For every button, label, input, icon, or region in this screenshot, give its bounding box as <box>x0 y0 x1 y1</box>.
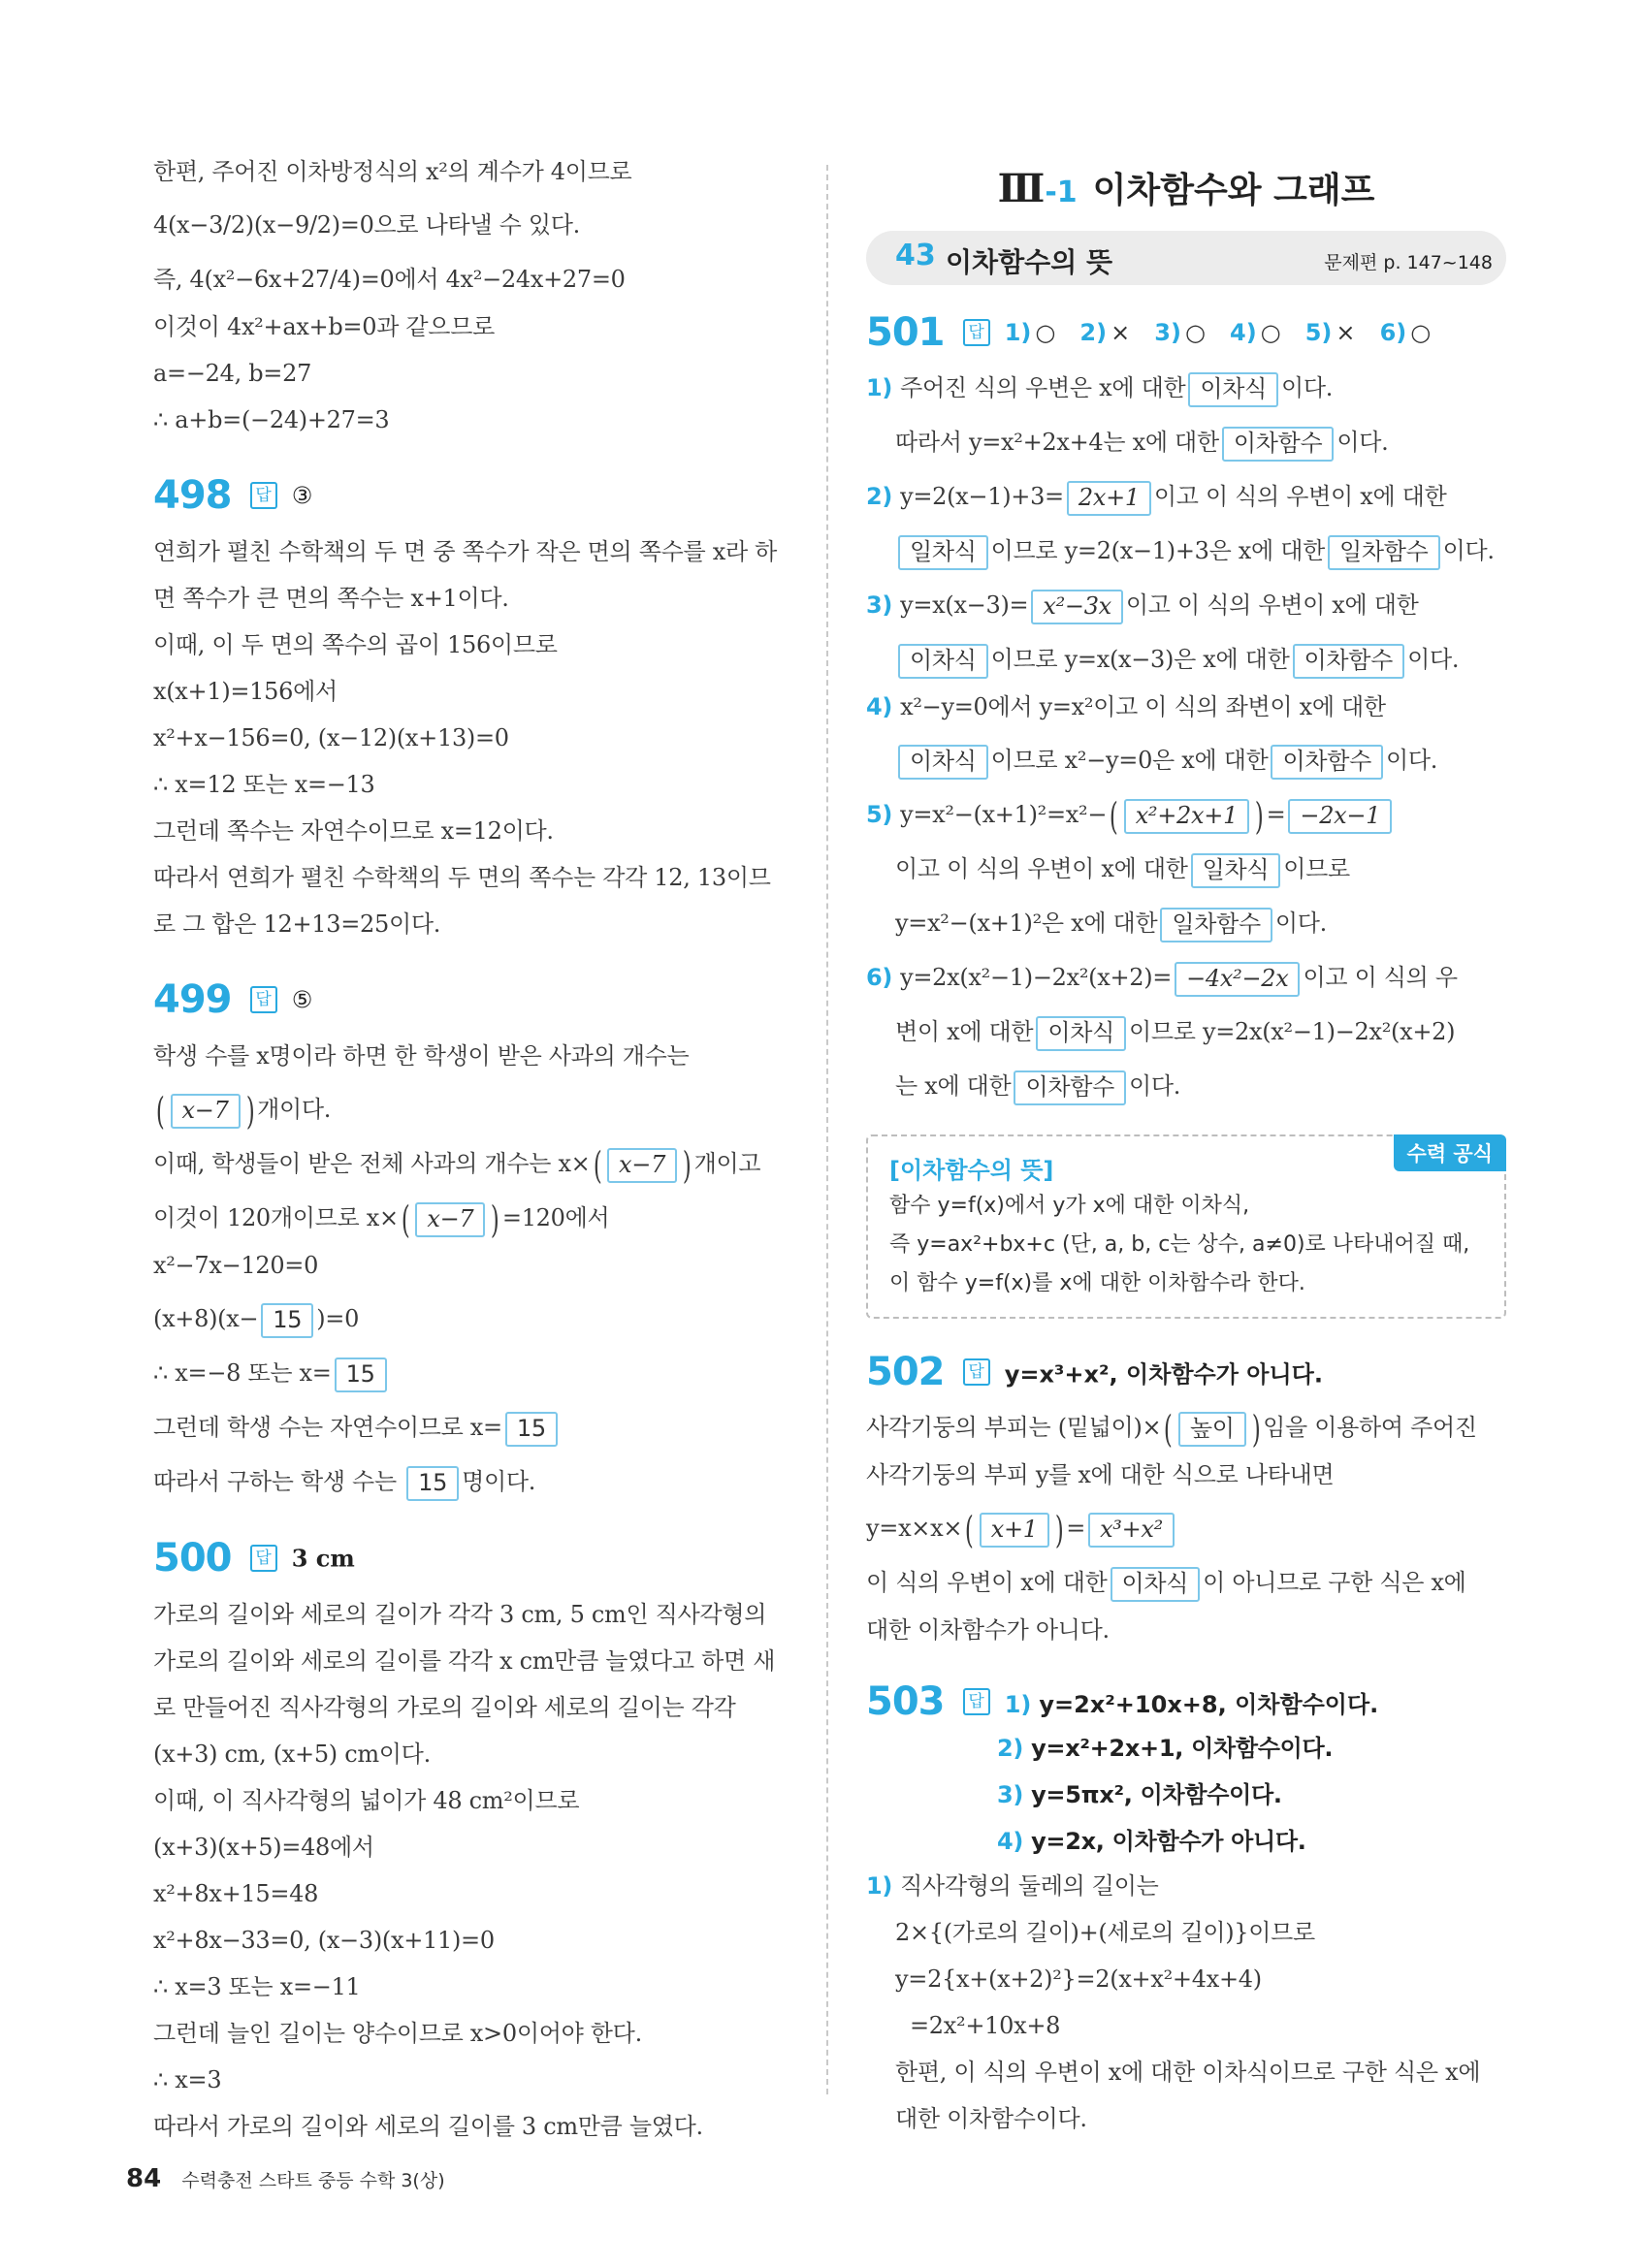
text-line: ( x−7 ) 개이다. <box>155 1089 332 1133</box>
text-line: 대한 이차함수가 아니다. <box>866 1616 1110 1644</box>
text-line: 1) 주어진 식의 우변은 x에 대한 이차식 이다. <box>866 365 1506 419</box>
answer-box: 15 <box>335 1358 387 1392</box>
book-title: 수력충전 스타트 중등 수학 3(상) <box>181 2170 445 2191</box>
answer-tag: 답 <box>963 1688 990 1715</box>
answer-text: ⑤ <box>291 986 313 1013</box>
answer-box: 이차식 <box>1188 372 1278 407</box>
answer-box: 15 <box>406 1466 459 1501</box>
text-line: 6) y=2x(x²−1)−2x²(x+2)= −4x²−2x 이고 이 식의 우 <box>866 954 1506 1008</box>
text-line: 한편, 주어진 이차방정식의 x²의 계수가 4이므로 <box>153 158 632 185</box>
answer-tag: 답 <box>250 482 277 509</box>
answer-box: 15 <box>261 1303 313 1338</box>
text-line: a=−24, b=27 <box>153 360 312 387</box>
text-line: 사각기둥의 부피 y를 x에 대한 식으로 나타내면 <box>866 1461 1335 1488</box>
answer-item: 4) ○ <box>1230 319 1281 346</box>
text-line: 즉, 4(x²−6x+27/4)=0에서 4x²−24x+27=0 <box>153 266 626 293</box>
column-divider <box>826 165 828 2094</box>
answer-box: 이차식 <box>1111 1567 1201 1602</box>
problem-500-header <box>153 1536 793 1594</box>
answer-text: y=x³+x², 이차함수가 아니다. <box>1004 1360 1323 1389</box>
problem-499-header <box>153 977 793 1036</box>
text-line: 따라서 가로의 길이와 세로의 길이를 3 cm만큼 늘였다. <box>153 2113 703 2140</box>
chapter-title: Ⅲ-1 이차함수와 그래프 <box>997 166 1375 211</box>
text-line: 변이 x에 대한 이차식 이므로 y=2x(x²−1)−2x²(x+2) <box>866 1008 1506 1063</box>
problem-number: 503 <box>866 1679 945 1724</box>
answer-box: 이차식 <box>1036 1016 1126 1051</box>
text-line: (x+8)(x− 15 )=0 <box>153 1295 793 1350</box>
text-line: ∴ x=12 또는 x=−13 <box>153 771 375 798</box>
formula-box <box>866 1134 1506 1319</box>
formula-tag: 수력 공식 <box>1394 1134 1506 1171</box>
right-column <box>866 155 1506 2149</box>
problem-502-header <box>866 1350 1506 1400</box>
answer-box: 일차식 <box>898 535 988 570</box>
answer-item: 1) y=2x²+10x+8, 이차함수이다. <box>1004 1690 1379 1718</box>
text-line: 학생 수를 x명이라 하면 한 학생이 받은 사과의 개수는 <box>153 1042 690 1070</box>
text-line: 로 그 합은 12+13=25이다. <box>153 910 441 938</box>
text-line: =2x²+10x+8 <box>910 2012 1061 2039</box>
problem-number: 500 <box>153 1536 232 1581</box>
section-title: 이차함수의 뜻 <box>946 246 1113 278</box>
text-line: 면 쪽수가 큰 면의 쪽수는 x+1이다. <box>153 585 509 612</box>
answer-text: ③ <box>291 482 313 509</box>
text-line: y=x×x×( x+1 ) = x³+x² <box>866 1505 1506 1559</box>
text-line: 2) y=2(x−1)+3= 2x+1 이고 이 식의 우변이 x에 대한 <box>866 473 1506 527</box>
text-line: 5) y=x²−(x+1)²=x²−( x²+2x+1 ) = −2x−1 <box>866 791 1506 846</box>
text-line: x²+8x+15=48 <box>153 1880 319 1907</box>
answer-item: 3) y=5πx², 이차함수이다. <box>997 1780 1282 1808</box>
text-line: 그런데 늘인 길이는 양수이므로 x>0이어야 한다. <box>153 2020 642 2047</box>
text-line: 한편, 이 식의 우변이 x에 대한 이차식이므로 구한 식은 x에 <box>895 2059 1481 2086</box>
answer-box: 일차식 <box>1191 853 1281 888</box>
text-line: 이것이 4x²+ax+b=0과 같으므로 <box>153 313 495 340</box>
text-line: 이 식의 우변이 x에 대한 이차식 이 아니므로 구한 식은 x에 <box>866 1559 1506 1613</box>
answer-box: x³+x² <box>1088 1513 1175 1548</box>
section-page-ref: 문제편 p. 147~148 <box>1324 252 1493 273</box>
problem-number: 501 <box>866 310 945 355</box>
answer-tag: 답 <box>250 1545 277 1572</box>
answer-box: 이차식 <box>898 644 988 679</box>
text-line: 따라서 구하는 학생 수는 15 명이다. <box>153 1458 793 1513</box>
left-column <box>153 155 793 2156</box>
text-line: x²+8x−33=0, (x−3)(x+11)=0 <box>153 1927 495 1954</box>
answer-box: 15 <box>505 1412 558 1447</box>
text-line: 가로의 길이와 세로의 길이를 각각 x cm만큼 늘였다고 하면 새 <box>153 1647 776 1675</box>
answer-tag: 답 <box>250 986 277 1013</box>
answer-text: 3 cm <box>291 1544 355 1573</box>
answer-box: 일차함수 <box>1328 535 1440 570</box>
text-line: 이것이 120개이므로 x×( x−7 ) =120에서 <box>153 1198 610 1241</box>
section-number: 43 <box>895 239 936 272</box>
answer-item: 3) ○ <box>1154 319 1206 346</box>
answer-box: x−7 <box>415 1202 485 1237</box>
answer-box: x+1 <box>980 1513 1049 1548</box>
text-line: 일차식 이므로 y=2(x−1)+3은 x에 대한 일차함수 이다. <box>866 527 1506 582</box>
problem-498-header <box>153 473 793 531</box>
page-footer <box>126 2164 445 2193</box>
answer-box: 이차함수 <box>1222 427 1335 462</box>
answer-item: 1) ○ <box>1004 319 1056 346</box>
problem-501-header <box>866 310 1506 361</box>
answer-item: 5) × <box>1304 319 1356 346</box>
answer-box: 일차함수 <box>1160 908 1272 942</box>
answer-box: x²−3x <box>1031 590 1123 624</box>
formula-title: [이차함수의 뜻] <box>889 1157 1054 1184</box>
answer-box: 이차함수 <box>1014 1070 1126 1105</box>
text-line: 이차식 이므로 x²−y=0은 x에 대한 이차함수 이다. <box>866 737 1506 791</box>
text-line: y=2{x+(x+2)²}=2(x+x²+4x+4) <box>895 1965 1262 1993</box>
text-line: (x+3)(x+5)=48에서 <box>153 1834 374 1861</box>
text-line: ∴ x=3 <box>153 2066 222 2093</box>
text-line: 그런데 쪽수는 자연수이므로 x=12이다. <box>153 817 554 845</box>
text-line: x²−7x−120=0 <box>153 1252 319 1279</box>
section-header <box>866 231 1506 285</box>
text-line: 4(x−3/2)(x−9/2)=0으로 나타낼 수 있다. <box>153 211 580 239</box>
answer-tag: 답 <box>963 1358 990 1386</box>
text-line: x(x+1)=156에서 <box>153 678 338 705</box>
text-line: 연희가 펼친 수학책의 두 면 중 쪽수가 작은 면의 쪽수를 x라 하 <box>153 538 778 565</box>
problem-number: 499 <box>153 977 232 1022</box>
answer-item: 6) ○ <box>1379 319 1432 346</box>
answer-box: 2x+1 <box>1067 481 1151 516</box>
text-line: 3) y=x(x−3)= x²−3x 이고 이 식의 우변이 x에 대한 <box>866 582 1506 636</box>
text-line: y=x²−(x+1)²은 x에 대한 일차함수 이다. <box>866 900 1506 954</box>
text-line: 1) 직사각형의 둘레의 길이는 <box>866 1872 1159 1900</box>
text-line: ∴ x=−8 또는 x= 15 <box>153 1350 793 1404</box>
problem-number: 498 <box>153 473 232 518</box>
answer-item: 2) y=x²+2x+1, 이차함수이다. <box>997 1734 1334 1762</box>
text-line: 이고 이 식의 우변이 x에 대한 일차식 이므로 <box>866 846 1506 900</box>
answer-item: 2) × <box>1079 319 1131 346</box>
answer-box: x²+2x+1 <box>1124 799 1249 834</box>
answer-box: −4x²−2x <box>1175 962 1300 997</box>
formula-line: 이 함수 y=f(x)를 x에 대한 이차함수라 한다. <box>889 1271 1305 1295</box>
answer-item: 4) y=2x, 이차함수가 아니다. <box>997 1827 1306 1855</box>
text-line: x²+x−156=0, (x−12)(x+13)=0 <box>153 724 509 751</box>
page-number: 84 <box>126 2164 162 2193</box>
text-line: 따라서 y=x²+2x+4는 x에 대한 이차함수 이다. <box>866 419 1506 473</box>
text-line: 2×{(가로의 길이)+(세로의 길이)}이므로 <box>895 1919 1315 1946</box>
text-line: 그런데 학생 수는 자연수이므로 x= 15 <box>153 1404 793 1458</box>
text-line: ∴ x=3 또는 x=−11 <box>153 1973 361 2000</box>
answer-box: −2x−1 <box>1288 799 1392 834</box>
text-line: 사각기둥의 부피는 (밑넓이)×( 높이 ) 임을 이용하여 주어진 <box>866 1407 1477 1451</box>
text-line: 대한 이차함수이다. <box>895 2105 1087 2132</box>
text-line: 이때, 이 직사각형의 넓이가 48 cm²이므로 <box>153 1787 580 1814</box>
answer-box: 높이 <box>1178 1412 1246 1447</box>
formula-line: 즉 y=ax²+bx+c (단, a, b, c는 상수, a≠0)로 나타내어질 때, <box>889 1232 1470 1257</box>
answer-box: 이차함수 <box>1271 745 1383 780</box>
text-line: (x+3) cm, (x+5) cm이다. <box>153 1741 431 1768</box>
text-line: 가로의 길이와 세로의 길이가 각각 3 cm, 5 cm인 직사각형의 <box>153 1601 767 1628</box>
text-line: 4) x²−y=0에서 y=x²이고 이 식의 좌변이 x에 대한 <box>866 693 1386 720</box>
text-line: 는 x에 대한 이차함수 이다. <box>866 1063 1506 1117</box>
problem-503-header <box>866 1679 1506 1726</box>
answer-box: 이차함수 <box>1293 644 1405 679</box>
answer-tag: 답 <box>963 319 990 346</box>
problem-number: 502 <box>866 1350 945 1394</box>
text-line: ∴ a+b=(−24)+27=3 <box>153 406 390 433</box>
answer-box: 이차식 <box>898 745 988 780</box>
text-line: 따라서 연희가 펼친 수학책의 두 면의 쪽수는 각각 12, 13이므 <box>153 864 771 891</box>
answer-box: x−7 <box>171 1094 241 1129</box>
text-line: 이차식 이므로 y=x(x−3)은 x에 대한 이차함수 이다. <box>866 636 1506 690</box>
formula-line: 함수 y=f(x)에서 y가 x에 대한 이차식, <box>889 1194 1250 1218</box>
answer-box: x−7 <box>607 1148 677 1183</box>
text-line: 이때, 이 두 면의 쪽수의 곱이 156이므로 <box>153 631 558 658</box>
text-line: 이때, 학생들이 받은 전체 사과의 개수는 x×( x−7 ) 개이고 <box>153 1143 761 1187</box>
text-line: 로 만들어진 직사각형의 가로의 길이와 세로의 길이는 각각 <box>153 1694 736 1721</box>
